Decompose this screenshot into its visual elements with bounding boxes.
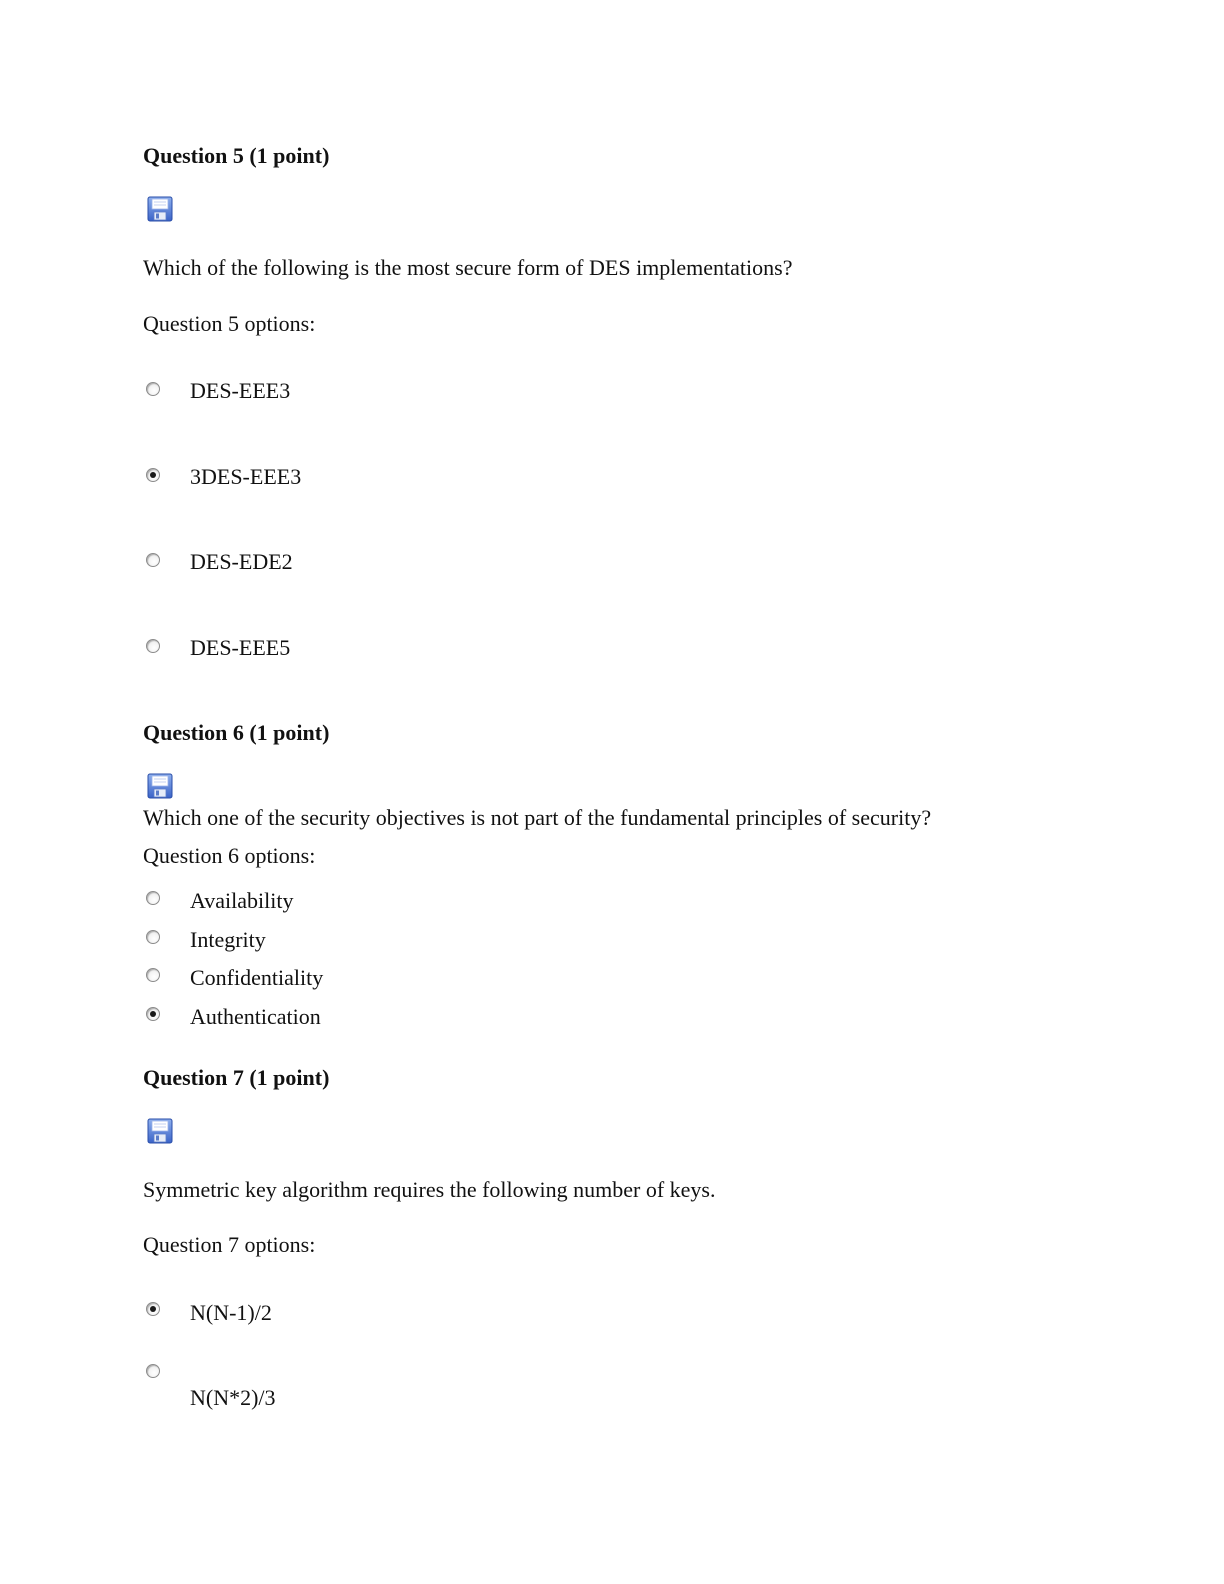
question-title: Question 6 (1 point) (143, 720, 330, 745)
radio-button-selected[interactable] (146, 1302, 160, 1316)
option-label: Authentication (190, 1004, 321, 1029)
options-label: Question 6 options: (143, 843, 316, 868)
option-label: N(N*2)/3 (190, 1385, 276, 1410)
option-label: N(N-1)/2 (190, 1300, 272, 1325)
option-label: Integrity (190, 927, 266, 952)
question-text: Which one of the security objectives is not part of the fundamental principles of security? (143, 805, 932, 830)
radio-button[interactable] (146, 1364, 160, 1378)
option-label: DES-EDE2 (190, 549, 293, 574)
radio-button[interactable] (146, 930, 160, 944)
option-label: 3DES-EEE3 (190, 464, 302, 489)
floppy-disk-icon[interactable] (147, 1118, 173, 1144)
floppy-disk-icon[interactable] (147, 773, 173, 799)
radio-button-selected[interactable] (146, 1007, 160, 1021)
floppy-disk-icon[interactable] (147, 196, 173, 222)
radio-button[interactable] (146, 382, 160, 396)
radio-button[interactable] (146, 639, 160, 653)
radio-button[interactable] (146, 553, 160, 567)
option-label: DES-EEE3 (190, 378, 291, 403)
question-title: Question 5 (1 point) (143, 143, 330, 168)
options-label: Question 7 options: (143, 1232, 316, 1257)
radio-button-selected[interactable] (146, 468, 160, 482)
radio-button[interactable] (146, 968, 160, 982)
option-label: Confidentiality (190, 965, 324, 990)
question-text: Which of the following is the most secure form of DES implementations? (143, 255, 793, 280)
option-label: Availability (190, 888, 294, 913)
radio-button[interactable] (146, 891, 160, 905)
question-text: Symmetric key algorithm requires the following number of keys. (143, 1177, 716, 1202)
options-label: Question 5 options: (143, 311, 316, 336)
question-title: Question 7 (1 point) (143, 1065, 330, 1090)
option-label: DES-EEE5 (190, 635, 291, 660)
